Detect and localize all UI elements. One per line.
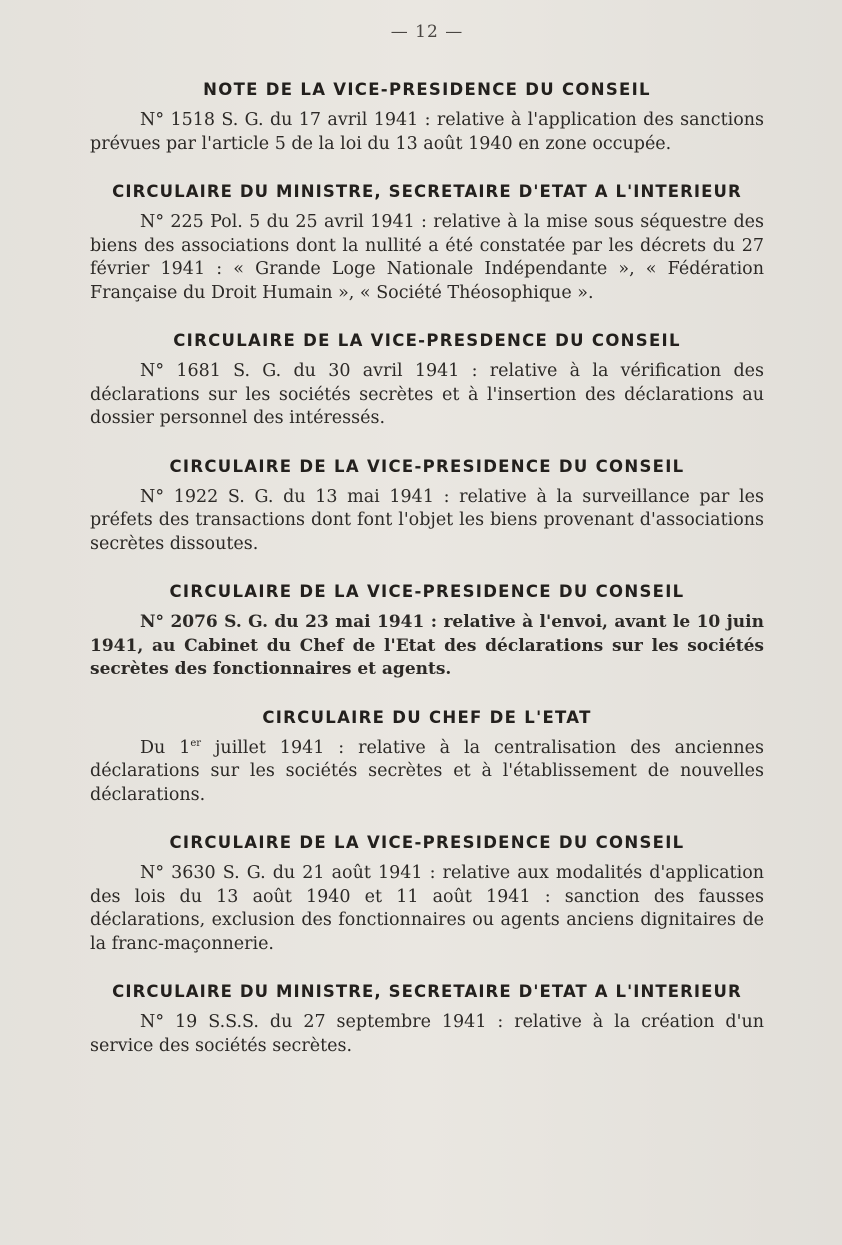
entry-text: N° 1681 S. G. du 30 avril 1941 : relative à la vérification des déclarations sur les sociétés secrètes et à l'insertion des déclarations au dossier personnel des intéressés. — [90, 361, 764, 428]
entry-circulaire-2076 — [90, 582, 764, 682]
entry-heading: CIRCULAIRE DU CHEF DE L'ETAT — [262, 707, 592, 727]
entry-heading: CIRCULAIRE DU MINISTRE, SECRETAIRE D'ETAT A L'INTERIEUR — [112, 982, 742, 1001]
entry-heading: CIRCULAIRE DE LA VICE-PRESIDENCE DU CONSEIL — [169, 582, 685, 601]
entry-heading: CIRCULAIRE DE LA VICE-PRESIDENCE DU CONSEIL — [169, 833, 685, 852]
entry-text: N° 225 Pol. 5 du 25 avril 1941 : relative à la mise sous séquestre des biens des associations dont la nullité a été constatée par les décrets du 27 février 1941 : « Grande Loge Nationale Indépendante », « Fédération Française du Droit Humain », « Société Théosophique ». — [90, 212, 764, 303]
entry-circulaire-19 — [90, 982, 764, 1058]
page-number: — 12 — — [390, 22, 464, 42]
entry-text-prefix: Du 1 — [140, 737, 191, 758]
entry-heading: CIRCULAIRE DE LA VICE-PRESDENCE DU CONSEIL — [173, 331, 681, 350]
entry-heading: CIRCULAIRE DE LA VICE-PRESIDENCE DU CONSEIL — [169, 456, 685, 476]
entry-text: N° 19 S.S.S. du 27 septembre 1941 : relative à la création d'un service des sociétés secrètes. — [90, 1012, 764, 1056]
entry-circulaire-1681 — [90, 331, 764, 431]
entry-text-superscript: er — [190, 737, 202, 749]
entry-text: N° 3630 S. G. du 21 août 1941 : relative aux modalités d'application des lois du 13 août 1940 et 11 août 1941 : sanction des fausses déclarations, exclusion des fonctionnaires ou agents anciens dignitaires de la franc-maçonnerie. — [90, 863, 764, 954]
entry-circulaire-1922 — [90, 457, 764, 557]
entry-text-rest: juillet 1941 : relative à la centralisation des anciennes déclarations sur les sociétés secrètes et à l'établissement de nouvelles déclarations. — [90, 737, 764, 805]
entry-circulaire-3630 — [90, 833, 764, 956]
entry-text — [90, 737, 764, 808]
entry-heading: NOTE DE LA VICE-PRESIDENCE DU CONSEIL — [203, 80, 651, 99]
entry-circulaire-chef-etat — [90, 708, 764, 808]
entry-text: N° 1518 S. G. du 17 avril 1941 : relative à l'application des sanctions prévues par l'article 5 de la loi du 13 août 1940 en zone occupée. — [90, 110, 764, 154]
entry-text: N° 2076 S. G. du 23 mai 1941 : relative à l'envoi, avant le 10 juin 1941, au Cabinet du Chef de l'Etat des déclarations sur les sociétés secrètes des fonctionnaires et agents. — [90, 612, 764, 679]
entry-heading: CIRCULAIRE DU MINISTRE, SECRETAIRE D'ETAT A L'INTERIEUR — [112, 182, 742, 201]
entry-note-1518 — [90, 80, 764, 156]
entry-circulaire-225 — [90, 182, 764, 305]
entry-text: N° 1922 S. G. du 13 mai 1941 : relative à la surveillance par les préfets des transactions dont font l'objet les biens provenant d'associations secrètes dissoutes. — [90, 486, 764, 554]
